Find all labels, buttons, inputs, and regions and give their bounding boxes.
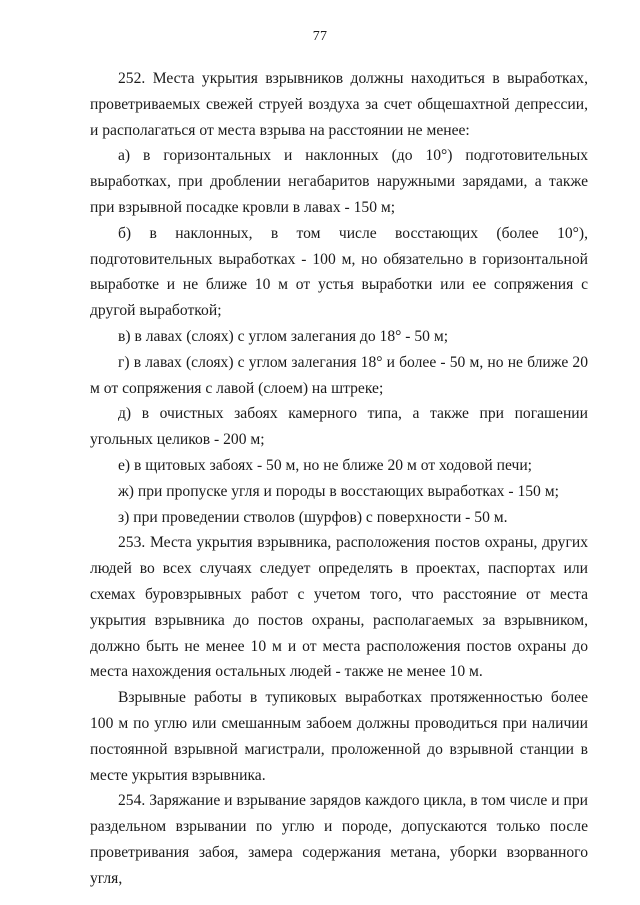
paragraph-252-v: в) в лавах (слоях) с углом залегания до 18° - 50 м; [118, 327, 449, 345]
page-body [90, 66, 588, 892]
paragraph-252-g: г) в лавах (слоях) с углом залегания 18° и более - 50 м, но не ближе 20 м от сопряжения с лавой (слоем) на штреке; [90, 353, 588, 397]
paragraph-253-continued: Взрывные работы в тупиковых выработках протяженностью более 100 м по углю или смешанным забоем должны проводиться при наличии постоянной взрывной магистрали, проложенной до взрывной станции в месте укрытия взрывника. [90, 689, 588, 784]
page-number: 77 [312, 29, 328, 44]
paragraph-254: 254. Заряжание и взрывание зарядов каждого цикла, в том числе и при раздельном взрывании по углю и породе, допускаются только после проветривания забоя, замера содержания метана, уборки взорванного угля, [90, 792, 588, 887]
paragraph-252-a: а) в горизонтальных и наклонных (до 10°) подготовительных выработках, при дроблении негабаритов наружными зарядами, а также при взрывной посадке кровли в лавах - 150 м; [90, 147, 588, 216]
paragraph-253: 253. Места укрытия взрывника, расположения постов охраны, других людей во всех случаях следует определять в проектах, паспортах или схемах буровзрывных работ с учетом того, что расстояние от места укрытия взрывника до постов охраны, располагаемых за взрывником, должно быть не менее 10 м и от места расположения постов охраны до места нахождения остальных людей - также не менее 10 м. [90, 534, 588, 681]
paragraph-252-z: з) при проведении стволов (шурфов) с поверхности - 50 м. [118, 508, 508, 526]
paragraph-252: 252. Места укрытия взрывников должны находиться в выработках, проветриваемых свежей струей воздуха за счет общешахтной депрессии, и располагаться от места взрыва на расстоянии не менее: [90, 70, 588, 139]
paragraph-252-zh: ж) при пропуске угля и породы в восстающих выработках - 150 м; [118, 482, 559, 500]
paragraph-252-d: д) в очистных забоях камерного типа, а также при погашении угольных целиков - 200 м; [90, 405, 588, 449]
paragraph-252-b: б) в наклонных, в том числе восстающих (более 10°), подготовительных выработках - 100 м, но обязательно в горизонтальной выработке и не ближе 10 м от устья выработки или ее сопряжения с другой выработкой; [90, 224, 588, 320]
paragraph-252-e: е) в щитовых забоях - 50 м, но не ближе 20 м от ходовой печи; [118, 456, 533, 474]
